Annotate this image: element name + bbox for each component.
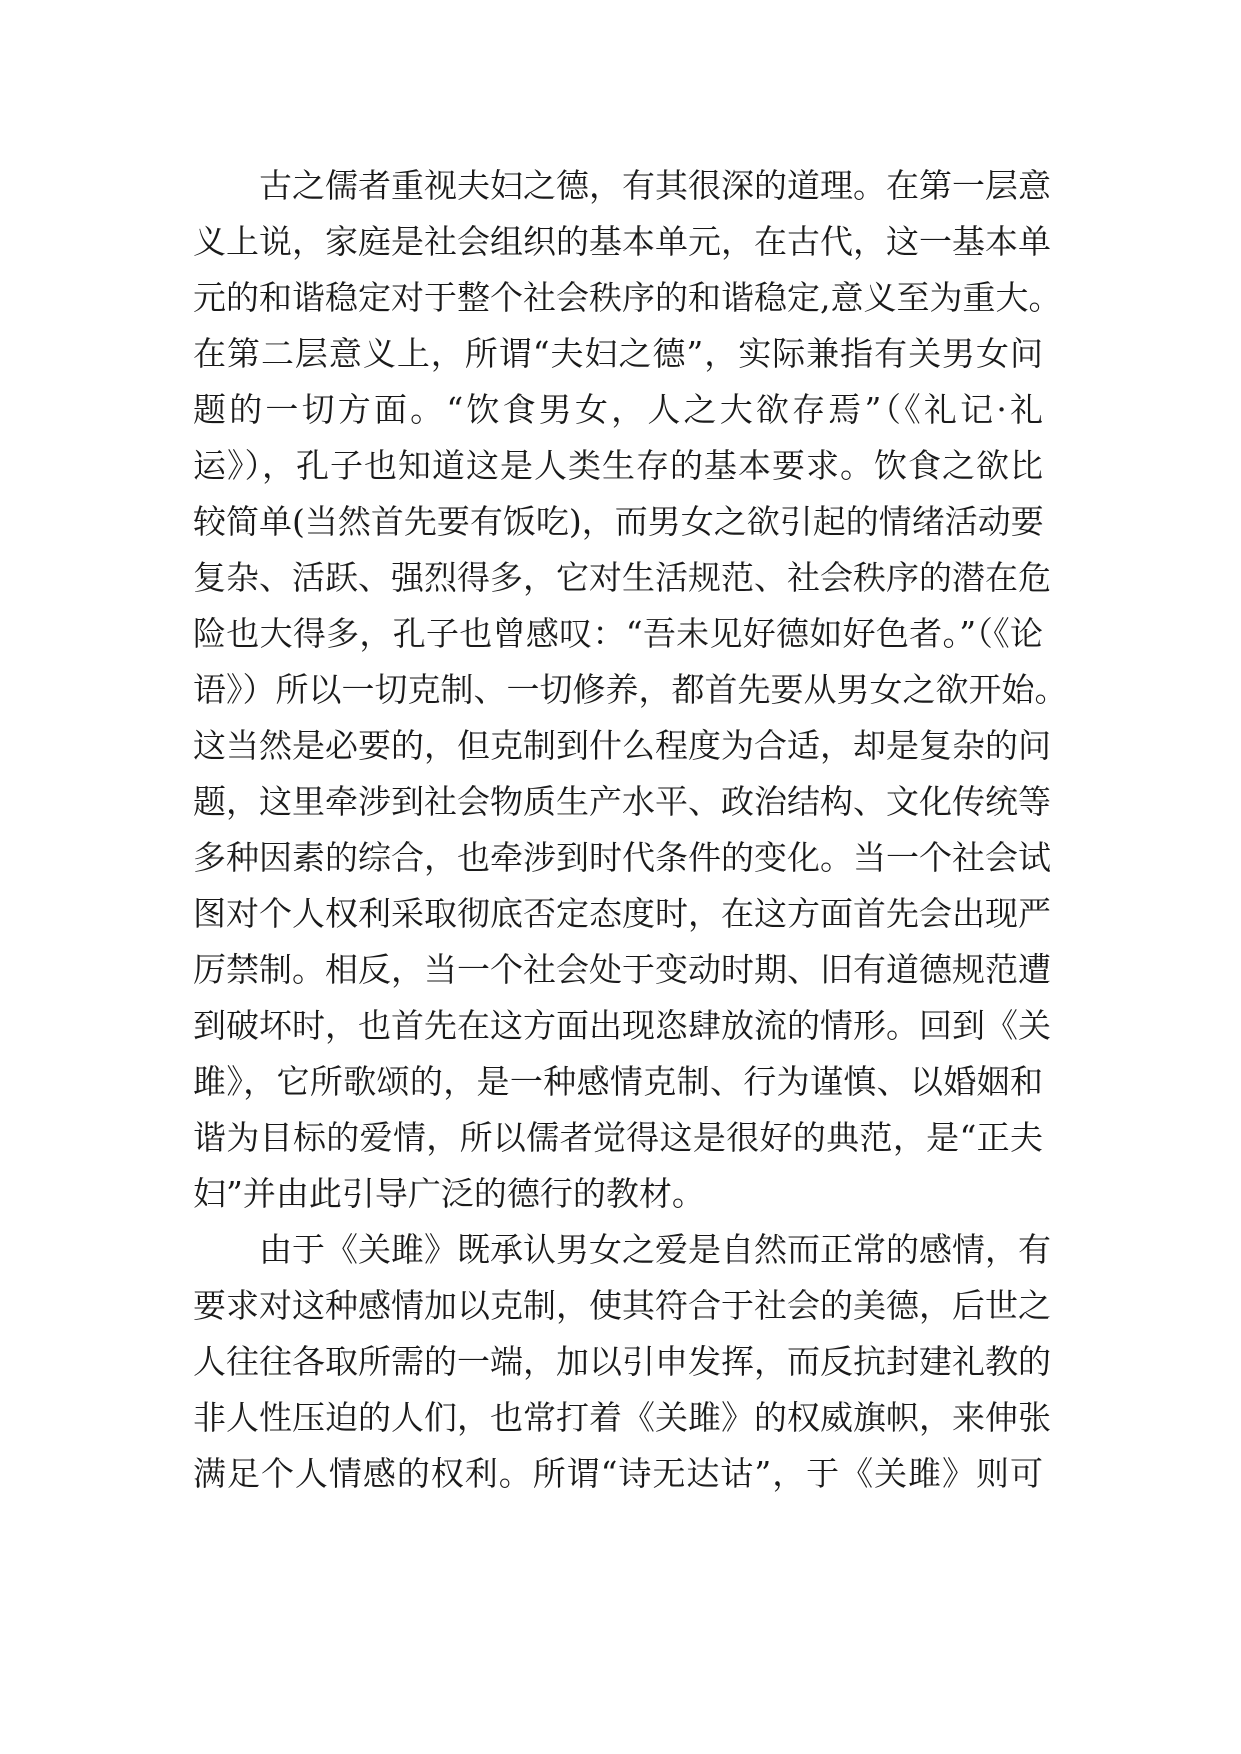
- text-line: 复杂、活跃、强烈得多，它对生活规范、社会秩序的潜在危: [193, 558, 1051, 597]
- text-line: 题的一切方面。“饮食男女，人之大欲存焉”（《礼记·礼: [193, 390, 1043, 429]
- text-line: 在第二层意义上，所谓“夫妇之德”，实际兼指有关男女问: [193, 334, 1043, 373]
- text-line: 人往往各取所需的一端，加以引申发挥，而反抗封建礼教的: [193, 1342, 1051, 1381]
- text-line: 运》），孔子也知道这是人类生存的基本要求。饮食之欲比: [193, 446, 1043, 485]
- paragraph: [193, 158, 1068, 1222]
- text-line: 语》）所以一切克制、一切修养，都首先要从男女之欲开始。: [193, 670, 1068, 709]
- text-line: 图对个人权利采取彻底否定态度时，在这方面首先会出现严: [193, 894, 1051, 933]
- text-line: 妇”并由此引导广泛的德行的教材。: [193, 1174, 705, 1213]
- text-line: 这当然是必要的，但克制到什么程度为合适，却是复杂的问: [193, 726, 1051, 765]
- document-body: [193, 158, 1068, 1502]
- text-line: 古之儒者重视夫妇之德，有其很深的道理。在第一层意: [259, 166, 1051, 205]
- text-line: 由于《关雎》既承认男女之爱是自然而正常的感情，有: [259, 1230, 1051, 1269]
- text-line: 要求对这种感情加以克制，使其符合于社会的美德，后世之: [193, 1286, 1051, 1325]
- text-line: 厉禁制。相反，当一个社会处于变动时期、旧有道德规范遭: [193, 950, 1051, 989]
- text-line: 雎》，它所歌颂的，是一种感情克制、行为谨慎、以婚姻和: [193, 1062, 1043, 1101]
- text-line: 险也大得多，孔子也曾感叹：“吾未见好德如好色者。”（《论: [193, 614, 1043, 653]
- text-line: 非人性压迫的人们，也常打着《关雎》的权威旗帜，来伸张: [193, 1398, 1051, 1437]
- text-line: 义上说，家庭是社会组织的基本单元，在古代，这一基本单: [193, 222, 1051, 261]
- text-line: 到破坏时，也首先在这方面出现恣肆放流的情形。回到《关: [193, 1006, 1051, 1045]
- text-line: 谐为目标的爱情，所以儒者觉得这是很好的典范，是“正夫: [193, 1118, 1043, 1157]
- text-line: 满足个人情感的权利。所谓“诗无达诂”，于《关雎》则可: [193, 1454, 1043, 1493]
- text-line: 元的和谐稳定对于整个社会秩序的和谐稳定,意义至为重大。: [193, 278, 1062, 317]
- paragraph: [193, 1222, 1051, 1502]
- text-line: 多种因素的综合，也牵涉到时代条件的变化。当一个社会试: [193, 838, 1051, 877]
- text-line: 题，这里牵涉到社会物质生产水平、政治结构、文化传统等: [193, 782, 1051, 821]
- text-line: 较简单(当然首先要有饭吃)，而男女之欲引起的情绪活动要: [193, 502, 1044, 541]
